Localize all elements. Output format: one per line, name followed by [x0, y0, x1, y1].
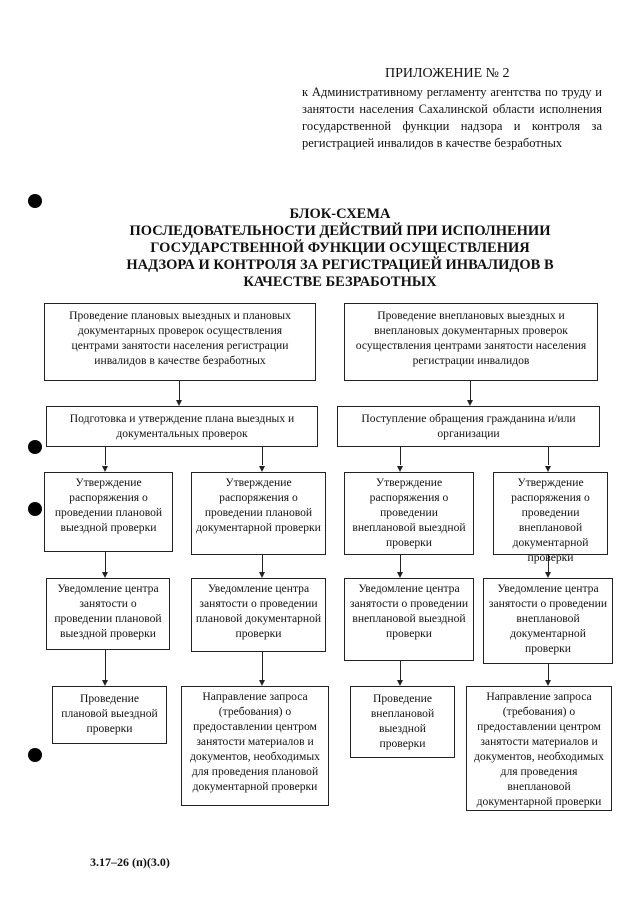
connector — [400, 555, 401, 572]
scheme-title-line2: ПОСЛЕДОВАТЕЛЬНОСТИ ДЕЙСТВИЙ ПРИ ИСПОЛНЕНИИ ГОСУДАРСТВЕННОЙ ФУНКЦИИ ОСУЩЕСТВЛЕНИЯ НАДЗОРА И КОНТРОЛЯ ЗА РЕГИСТРАЦИЕЙ ИНВАЛИДОВ В КАЧЕСТВЕ БЕЗРАБОТНЫХ — [126, 223, 554, 290]
appendix-title: ПРИЛОЖЕНИЕ № 2 — [385, 66, 510, 81]
connector — [262, 447, 263, 465]
punch-hole — [28, 440, 42, 454]
connector — [105, 650, 106, 680]
appendix-text: к Административному регламенту агентства по труду и занятости населения Сахалинской области исполнения государственной функции надзора и контроля за регистрацией инвалидов в качестве безработных — [302, 85, 602, 150]
box-conduct-planned-field: Проведение плановой выездной проверки — [52, 686, 167, 744]
box-order-unplanned-field: Утверждение распоряжения о проведении внеплановой выездной проверки — [344, 472, 474, 555]
box-conduct-unplanned-field: Проведение внеплановой выездной проверки — [350, 686, 455, 758]
document-code: 3.17–26 (п)(3.0) — [90, 855, 170, 869]
connector — [262, 555, 263, 572]
connector — [400, 447, 401, 465]
box-notice-planned-doc: Уведомление центра занятости о проведении плановой документарной проверки — [191, 578, 326, 652]
box-citizen-request: Поступление обращения гражданина и/или организации — [337, 406, 600, 447]
connector — [548, 664, 549, 680]
box-order-planned-field: Утверждение распоряжения о проведении плановой выездной проверки — [44, 472, 173, 552]
box-planned-inspections: Проведение плановых выездных и плановых документарных проверок осуществления центрами занятости населения регистрации инвалидов в качестве безработных — [44, 303, 316, 381]
box-plan-preparation: Подготовка и утверждение плана выездных и документальных проверок — [46, 406, 318, 447]
connector — [262, 652, 263, 680]
connector — [400, 661, 401, 680]
box-request-planned-doc: Направление запроса (требования) о предоставлении центром занятости материалов и документов, необходимых для проведения плановой документарной проверки — [181, 686, 329, 806]
box-order-unplanned-doc: Утверждение распоряжения о проведении внеплановой документарной проверки — [493, 472, 608, 555]
punch-hole — [28, 194, 42, 208]
scheme-title — [120, 206, 560, 291]
box-notice-planned-field: Уведомление центра занятости о проведении плановой выездной проверки — [46, 578, 170, 650]
scheme-title-line1: БЛОК-СХЕМА — [289, 206, 391, 222]
box-unplanned-inspections: Проведение внеплановых выездных и внеплановых документарных проверок осуществления центрами занятости населения регистрации инвалидов — [344, 303, 598, 381]
box-notice-unplanned-field: Уведомление центра занятости о проведении внеплановой выездной проверки — [344, 578, 474, 661]
box-notice-unplanned-doc: Уведомление центра занятости о проведении внеплановой документарной проверки — [483, 578, 613, 664]
connector — [105, 447, 106, 465]
box-order-planned-doc: Утверждение распоряжения о проведении плановой документарной проверки — [191, 472, 326, 555]
connector — [105, 552, 106, 572]
punch-hole — [28, 748, 42, 762]
connector — [548, 447, 549, 465]
box-request-unplanned-doc: Направление запроса (требования) о предоставлении центром занятости материалов и документов, необходимых для проведения внеплановой документарной проверки — [466, 686, 612, 811]
punch-hole — [28, 502, 42, 516]
